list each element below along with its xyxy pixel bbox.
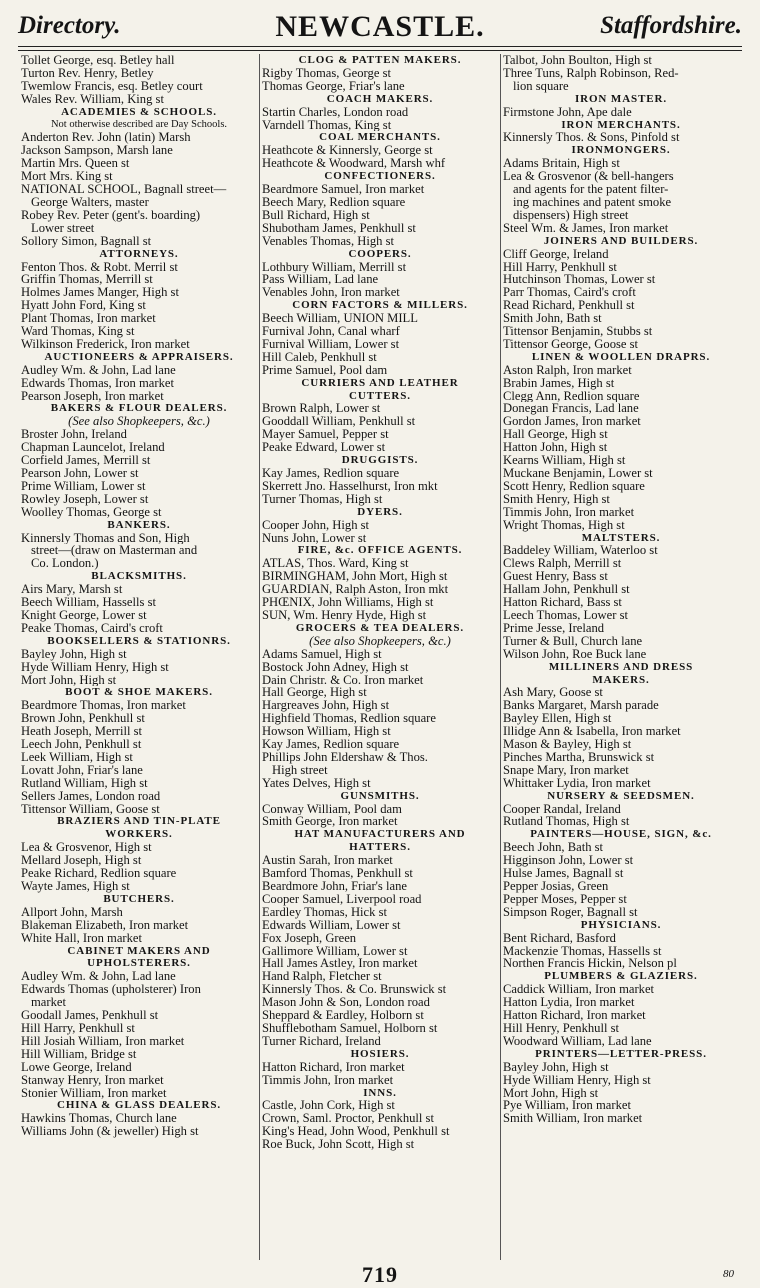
directory-entry: Donegan Francis, Lad lane <box>503 402 639 416</box>
directory-entry: Kearns William, High st <box>503 454 626 467</box>
directory-entry: PHŒNIX, John Williams, High st <box>262 596 434 609</box>
directory-entry: Higginson John, Lower st <box>503 854 634 868</box>
directory-entry: Varndell Thomas, King st <box>262 118 392 132</box>
directory-entry: Skerrett Jno. Hasselhurst, Iron mkt <box>262 479 438 493</box>
directory-entry: NATIONAL SCHOOL, Bagnall street— <box>21 183 227 196</box>
category-heading: PHYSICIANS. <box>580 918 662 931</box>
directory-entry: Turner Thomas, High st <box>262 492 383 506</box>
directory-entry: Stonier William, Iron market <box>21 1086 167 1100</box>
directory-entry: Turner Richard, Ireland <box>262 1034 381 1048</box>
header-rule-second <box>18 50 742 51</box>
directory-entry: Lowe George, Ireland <box>21 1060 132 1074</box>
category-heading: JOINERS AND BUILDERS. <box>543 234 699 247</box>
directory-entry: Timmis John, Iron market <box>262 1073 394 1087</box>
directory-entry: Kay James, Redlion square <box>262 738 400 751</box>
directory-entry: Griffin Thomas, Merrill st <box>21 273 153 287</box>
directory-entry: Guest Henry, Bass st <box>503 570 608 584</box>
category-heading: HATTERS. <box>349 841 411 854</box>
directory-entry: Mort John, High st <box>21 673 117 687</box>
directory-entry: Roe Buck, John Scott, High st <box>262 1138 415 1152</box>
category-heading: DYERS. <box>357 505 403 518</box>
directory-entry: BIRMINGHAM, John Mort, High st <box>262 570 448 584</box>
directory-entry: Hyatt John Ford, King st <box>21 299 146 313</box>
directory-entry: Phillips John Eldershaw & Thos. <box>262 750 428 764</box>
signature-mark: 80 <box>723 1268 734 1280</box>
directory-entry: Scott Henry, Redlion square <box>503 479 645 493</box>
directory-entry: Whittaker Lydia, Iron market <box>503 776 651 790</box>
directory-entry: Cliff George, Ireland <box>503 247 609 261</box>
directory-entry: Sheppard & Eardley, Holborn st <box>262 1009 424 1022</box>
category-heading: COOPERS. <box>348 247 412 260</box>
directory-entry: Edwards Thomas, Iron market <box>21 376 174 390</box>
header-left-title: Directory. <box>18 12 121 39</box>
directory-entry: Pass William, Lad lane <box>262 273 379 287</box>
directory-entry: Woolley Thomas, George st <box>21 505 162 519</box>
directory-entry: Hatton John, High st <box>503 441 608 455</box>
category-heading: IRONMONGERS. <box>571 144 671 157</box>
category-heading: HAT MANUFACTURERS AND <box>294 828 466 841</box>
directory-entry: Venables Thomas, High st <box>262 234 394 248</box>
directory-entry: Hargreaves John, High st <box>262 699 390 713</box>
directory-entry: Pinches Martha, Brunswick st <box>503 750 655 764</box>
directory-entry: Steel Wm. & James, Iron market <box>503 221 669 235</box>
category-heading: CUTTERS. <box>349 389 411 402</box>
entry-continuation: lion square <box>513 79 569 93</box>
directory-entry: Hill Harry, Penkhull st <box>21 1021 135 1035</box>
entry-continuation: street—(draw on Masterman and <box>31 544 198 558</box>
category-heading: INNS. <box>363 1086 397 1099</box>
entry-continuation: George Walters, master <box>31 195 149 209</box>
category-heading: ACADEMIES & SCHOOLS. <box>61 105 217 118</box>
directory-entry: Hall George, High st <box>503 428 608 442</box>
directory-entry: Brown Ralph, Lower st <box>262 402 381 416</box>
directory-entry: Anderton Rev. John (latin) Marsh <box>21 131 191 145</box>
directory-entry: Firmstone John, Ape dale <box>503 105 632 119</box>
category-heading: CORN FACTORS & MILLERS. <box>292 299 468 312</box>
directory-entry: Chapman Launcelot, Ireland <box>21 441 165 455</box>
directory-entry: Hatton Richard, Iron market <box>262 1060 405 1074</box>
directory-entry: Caddick William, Iron market <box>503 983 655 997</box>
directory-entry: Hatton Richard, Iron market <box>503 1009 646 1022</box>
directory-entry: Three Tuns, Ralph Robinson, Red- <box>503 66 679 80</box>
category-note: Not otherwise described are Day Schools. <box>50 118 228 130</box>
directory-entry: Martin Mrs. Queen st <box>21 157 130 171</box>
directory-entry: Broster John, Ireland <box>21 428 127 442</box>
directory-entry: Parr Thomas, Caird's croft <box>503 286 636 300</box>
directory-entry: Bent Richard, Basford <box>503 931 616 945</box>
directory-entry: Brabin James, High st <box>503 376 615 390</box>
directory-entry: Stanway Henry, Iron market <box>21 1073 164 1087</box>
directory-entry: Smith Henry, High st <box>503 492 610 506</box>
directory-entry: Austin Sarah, Iron market <box>262 854 393 868</box>
directory-entry: Startin Charles, London road <box>262 105 409 119</box>
directory-entry: Rowley Joseph, Lower st <box>21 492 149 506</box>
directory-entry: Turner & Bull, Church lane <box>503 634 643 648</box>
directory-entry: Conway William, Pool dam <box>262 802 402 816</box>
directory-entry: Bamford Thomas, Penkhull st <box>262 867 413 880</box>
directory-entry: Woodward William, Lad lane <box>503 1034 652 1048</box>
directory-entry: Leek William, High st <box>21 750 133 764</box>
category-heading: BANKERS. <box>107 518 171 531</box>
directory-entry: Tittensor George, Goose st <box>503 337 639 351</box>
entry-continuation: dispensers) High street <box>513 208 629 222</box>
directory-entry: Pye William, Iron market <box>503 1099 631 1113</box>
directory-entry: Peake Edward, Lower st <box>262 441 386 455</box>
directory-entry: Leech Thomas, Lower st <box>503 608 628 622</box>
directory-entry: Blakeman Elizabeth, Iron market <box>21 918 189 932</box>
directory-entry: Read Richard, Penkhull st <box>503 299 635 313</box>
directory-entry: GUARDIAN, Ralph Aston, Iron mkt <box>262 583 449 597</box>
header-rule <box>18 46 742 47</box>
directory-column-1 <box>21 54 257 1264</box>
directory-entry: Kinnersly Thomas and Son, High <box>21 531 190 545</box>
directory-entry: Bayley John, High st <box>21 647 127 661</box>
directory-entry: Beech William, Hassells st <box>21 596 156 609</box>
directory-entry: Howson William, High st <box>262 725 391 739</box>
directory-entry: Cooper Randal, Ireland <box>503 802 621 816</box>
directory-entry: Audley Wm. & John, Lad lane <box>21 970 176 984</box>
category-heading: BLACKSMITHS. <box>91 570 187 583</box>
directory-entry: Hill Henry, Penkhull st <box>503 1021 620 1035</box>
directory-entry: Rutland Thomas, High st <box>503 815 630 829</box>
directory-entry: Bayley John, High st <box>503 1060 609 1074</box>
directory-entry: King's Head, John Wood, Penkhull st <box>262 1125 450 1139</box>
directory-entry: Audley Wm. & John, Lad lane <box>21 363 176 377</box>
directory-entry: Aston Ralph, Iron market <box>503 363 632 377</box>
directory-entry: Kinnersly Thos. & Co. Brunswick st <box>262 983 447 997</box>
directory-entry: Hatton Richard, Bass st <box>503 596 622 609</box>
category-heading: PLUMBERS & GLAZIERS. <box>544 970 698 983</box>
directory-entry: Brown John, Penkhull st <box>21 712 145 726</box>
directory-entry: Clews Ralph, Merrill st <box>503 557 622 571</box>
directory-entry: Kinnersly Thos. & Sons, Pinfold st <box>503 131 680 145</box>
directory-entry: Wayte James, High st <box>21 880 130 893</box>
directory-entry: Bostock John Adney, High st <box>262 660 409 674</box>
directory-entry: Tittensor William, Goose st <box>21 802 160 816</box>
directory-entry: Knight George, Lower st <box>21 608 147 622</box>
category-heading: PAINTERS—HOUSE, SIGN, &c. <box>530 828 712 841</box>
category-heading: CABINET MAKERS AND <box>67 944 211 957</box>
category-heading: GROCERS & TEA DEALERS. <box>295 621 465 634</box>
column-divider <box>500 54 501 1260</box>
directory-entry: Pepper Moses, Pepper st <box>503 892 627 906</box>
entry-continuation: market <box>31 996 66 1010</box>
directory-entry: Hallam John, Penkhull st <box>503 583 630 597</box>
directory-entry: Wilson John, Roe Buck lane <box>503 647 647 661</box>
directory-entry: Venables John, Iron market <box>262 286 400 300</box>
category-heading: MALTSTERS. <box>581 531 661 544</box>
category-heading: ATTORNEYS. <box>99 247 179 260</box>
directory-entry: Pearson Joseph, Iron market <box>21 389 164 403</box>
directory-entry: Thomas George, Friar's lane <box>262 79 405 93</box>
directory-entry: Beardmore Thomas, Iron market <box>21 699 186 713</box>
directory-entry: Adams Samuel, High st <box>262 647 382 661</box>
directory-entry: Mellard Joseph, High st <box>21 854 142 868</box>
directory-entry: Tittensor Benjamin, Stubbs st <box>503 325 653 338</box>
directory-entry: Eardley Thomas, Hick st <box>262 905 387 919</box>
directory-entry: Allport John, Marsh <box>21 905 123 919</box>
directory-entry: Highfield Thomas, Redlion square <box>262 712 436 726</box>
directory-entry: Jackson Sampson, Marsh lane <box>21 144 173 158</box>
category-heading: DRUGGISTS. <box>341 454 419 467</box>
category-heading: UPHOLSTERERS. <box>87 957 191 970</box>
directory-entry: Airs Mary, Marsh st <box>21 583 123 597</box>
directory-entry: Peake Thomas, Caird's croft <box>21 621 163 635</box>
directory-entry: Corfield James, Merrill st <box>21 454 151 467</box>
directory-entry: Rutland William, High st <box>21 776 148 790</box>
directory-entry: White Hall, Iron market <box>21 931 142 945</box>
directory-entry: Gallimore William, Lower st <box>262 944 408 958</box>
directory-entry: Snape Mary, Iron market <box>503 763 629 777</box>
directory-entry: Dain Christr. & Co. Iron market <box>262 673 424 687</box>
directory-entry: Beech William, UNION MILL <box>262 312 418 326</box>
category-heading: NURSERY & SEEDSMEN. <box>547 789 695 802</box>
category-note: (See also Shopkeepers, &c.) <box>309 633 451 648</box>
directory-entry: Edwards Thomas (upholsterer) Iron <box>21 983 201 997</box>
directory-column-2 <box>262 54 498 1264</box>
category-heading: AUCTIONEERS & APPRAISERS. <box>44 350 234 363</box>
header-right-title: Staffordshire. <box>600 12 742 39</box>
directory-entry: Beardmore Samuel, Iron market <box>262 183 425 196</box>
directory-entry: Hall James Astley, Iron market <box>262 957 418 971</box>
category-heading: MAKERS. <box>592 673 650 686</box>
directory-entry: Tollet George, esq. Betley hall <box>21 54 175 67</box>
category-heading: BOOKSELLERS & STATIONRS. <box>47 634 231 647</box>
category-heading: CURRIERS AND LEATHER <box>301 376 459 389</box>
category-heading: FIRE, &c. OFFICE AGENTS. <box>297 544 463 557</box>
directory-entry: Shufflebotham Samuel, Holborn st <box>262 1021 438 1035</box>
directory-entry: Hall George, High st <box>262 686 367 700</box>
directory-entry: Beech Mary, Redlion square <box>262 195 406 209</box>
directory-entry: Rigby Thomas, George st <box>262 66 391 80</box>
directory-entry: Northen Francis Hickin, Nelson pl <box>503 957 677 971</box>
directory-entry: Ward Thomas, King st <box>21 325 135 338</box>
directory-entry: Prime William, Lower st <box>21 479 146 493</box>
category-heading: WORKERS. <box>105 828 173 841</box>
directory-entry: Mason John & Son, London road <box>262 996 430 1010</box>
category-heading: CHINA & GLASS DEALERS. <box>56 1099 222 1112</box>
directory-entry: Lothbury William, Merrill st <box>262 260 407 274</box>
directory-entry: Ash Mary, Goose st <box>503 686 603 700</box>
category-heading: IRON MASTER. <box>574 92 668 105</box>
directory-entry: Peake Richard, Redlion square <box>21 867 177 880</box>
directory-entry: Bayley Ellen, High st <box>503 712 612 726</box>
category-heading: COAL MERCHANTS. <box>319 131 441 144</box>
directory-entry: Williams John (& jeweller) High st <box>21 1125 199 1139</box>
category-heading: BUTCHERS. <box>103 892 175 905</box>
directory-entry: Nuns John, Lower st <box>262 531 367 545</box>
category-heading: IRON MERCHANTS. <box>561 118 681 131</box>
entry-continuation: ing machines and patent smoke <box>513 195 672 209</box>
directory-entry: Clegg Ann, Redlion square <box>503 389 640 403</box>
directory-entry: Hill Caleb, Penkhull st <box>262 350 377 364</box>
directory-entry: Heath Joseph, Merrill st <box>21 725 143 739</box>
page-number: 719 <box>362 1262 398 1287</box>
directory-entry: Mason & Bayley, High st <box>503 738 632 751</box>
directory-entry: Furnival John, Canal wharf <box>262 325 400 338</box>
directory-entry: Gordon James, Iron market <box>503 415 641 429</box>
directory-entry: Illidge Ann & Isabella, Iron market <box>503 725 681 739</box>
directory-entry: Wright Thomas, High st <box>503 518 625 532</box>
directory-entry: Smith William, Iron market <box>503 1112 643 1126</box>
directory-entry: ATLAS, Thos. Ward, King st <box>262 557 409 571</box>
directory-entry: Twemlow Francis, esq. Betley court <box>21 79 203 93</box>
entry-continuation: Co. London.) <box>31 557 99 571</box>
directory-entry: Heathcote & Woodward, Marsh whf <box>262 157 446 171</box>
category-heading: CLOG & PATTEN MAKERS. <box>298 54 462 66</box>
directory-entry: Hulse James, Bagnall st <box>503 867 624 880</box>
directory-entry: Smith John, Bath st <box>503 312 602 326</box>
directory-entry: Prime Samuel, Pool dam <box>262 363 388 377</box>
directory-entry: Edwards William, Lower st <box>262 918 401 932</box>
directory-entry: Furnival William, Lower st <box>262 337 400 351</box>
directory-entry: Kay James, Redlion square <box>262 467 400 480</box>
directory-entry: Simpson Roger, Bagnall st <box>503 905 638 919</box>
directory-entry: Wales Rev. William, King st <box>21 92 164 106</box>
category-heading: COACH MAKERS. <box>326 92 434 105</box>
directory-entry: Cooper John, High st <box>262 518 370 532</box>
entry-continuation: and agents for the patent filter- <box>513 183 669 196</box>
directory-entry: Gooddall William, Penkhull st <box>262 415 416 429</box>
directory-entry: Hill William, Bridge st <box>21 1047 137 1061</box>
directory-entry: Baddeley William, Waterloo st <box>503 544 658 558</box>
directory-entry: Castle, John Cork, High st <box>262 1099 395 1113</box>
directory-entry: Wilkinson Frederick, Iron market <box>21 337 190 351</box>
directory-entry: Banks Margaret, Marsh parade <box>503 699 659 713</box>
directory-entry: Lovatt John, Friar's lane <box>21 763 143 777</box>
directory-entry: Sellers James, London road <box>21 789 161 803</box>
directory-entry: Robey Rev. Peter (gent's. boarding) <box>21 208 201 222</box>
directory-entry: Hill Josiah William, Iron market <box>21 1034 185 1048</box>
category-heading: GUNSMITHS. <box>340 789 420 802</box>
directory-entry: Mort John, High st <box>503 1086 599 1100</box>
directory-entry: Hill Harry, Penkhull st <box>503 260 617 274</box>
header-center-title: NEWCASTLE. <box>275 10 485 43</box>
category-heading: BAKERS & FLOUR DEALERS. <box>50 402 228 415</box>
directory-entry: Hatton Lydia, Iron market <box>503 996 635 1010</box>
directory-entry: Shubotham James, Penkhull st <box>262 221 416 235</box>
directory-entry: Mayer Samuel, Pepper st <box>262 428 389 442</box>
directory-entry: Beardmore John, Friar's lane <box>262 880 407 893</box>
directory-entry: Hyde William Henry, High st <box>503 1073 651 1087</box>
page-header <box>18 6 742 46</box>
directory-entry: Lea & Grosvenor, High st <box>21 841 152 855</box>
directory-entry: Smith George, Iron market <box>262 815 398 829</box>
entry-continuation: Lower street <box>31 221 95 235</box>
directory-entry: Holmes James Manger, High st <box>21 286 179 300</box>
directory-entry: Pearson John, Lower st <box>21 467 139 480</box>
directory-entry: Hand Ralph, Fletcher st <box>262 970 382 984</box>
category-heading: HOSIERS. <box>350 1047 410 1060</box>
directory-entry: Turton Rev. Henry, Betley <box>21 66 154 80</box>
directory-entry: Crown, Saml. Proctor, Penkhull st <box>262 1112 434 1126</box>
directory-entry: Cooper Samuel, Liverpool road <box>262 892 422 906</box>
directory-entry: Mort Mrs. King st <box>21 170 113 184</box>
directory-entry: Timmis John, Iron market <box>503 505 635 519</box>
category-heading: PRINTERS—LETTER-PRESS. <box>535 1047 707 1060</box>
directory-entry: Bull Richard, High st <box>262 208 370 222</box>
category-heading: BOOT & SHOE MAKERS. <box>65 686 213 699</box>
directory-entry: Goodall James, Penkhull st <box>21 1009 159 1022</box>
category-heading: LINEN & WOOLLEN DRAPRS. <box>531 350 711 363</box>
directory-entry: Pepper Josias, Green <box>503 880 609 893</box>
directory-entry: Adams Britain, High st <box>503 157 620 171</box>
directory-entry: Hutchinson Thomas, Lower st <box>503 273 656 287</box>
directory-entry: Leech John, Penkhull st <box>21 738 142 751</box>
category-note: (See also Shopkeepers, &c.) <box>68 414 210 429</box>
directory-column-3 <box>503 54 739 1264</box>
directory-entry: Heathcote & Kinnersly, George st <box>262 144 433 158</box>
directory-entry: Yates Delves, High st <box>262 776 371 790</box>
directory-entry: Hyde William Henry, High st <box>21 660 169 674</box>
directory-entry: SUN, Wm. Henry Hyde, High st <box>262 608 427 622</box>
category-heading: CONFECTIONERS. <box>324 170 436 183</box>
directory-entry: Sollory Simon, Bagnall st <box>21 234 152 248</box>
directory-entry: Fenton Thos. & Robt. Merril st <box>21 260 178 274</box>
directory-entry: Plant Thomas, Iron market <box>21 312 156 326</box>
directory-entry: Fox Joseph, Green <box>262 931 357 945</box>
directory-entry: Prime Jesse, Ireland <box>503 621 605 635</box>
directory-entry: Lea & Grosvenor (& bell-hangers <box>503 170 674 184</box>
category-heading: BRAZIERS AND TIN-PLATE <box>57 815 221 828</box>
column-divider <box>259 54 260 1260</box>
directory-entry: Hawkins Thomas, Church lane <box>21 1112 177 1126</box>
directory-entry: Muckane Benjamin, Lower st <box>503 467 653 480</box>
directory-entry: Talbot, John Boulton, High st <box>503 54 652 67</box>
directory-entry: Mackenzie Thomas, Hassells st <box>503 944 662 958</box>
entry-continuation: High street <box>272 763 328 777</box>
category-heading: MILLINERS AND DRESS <box>548 660 694 673</box>
directory-entry: Beech John, Bath st <box>503 841 604 855</box>
